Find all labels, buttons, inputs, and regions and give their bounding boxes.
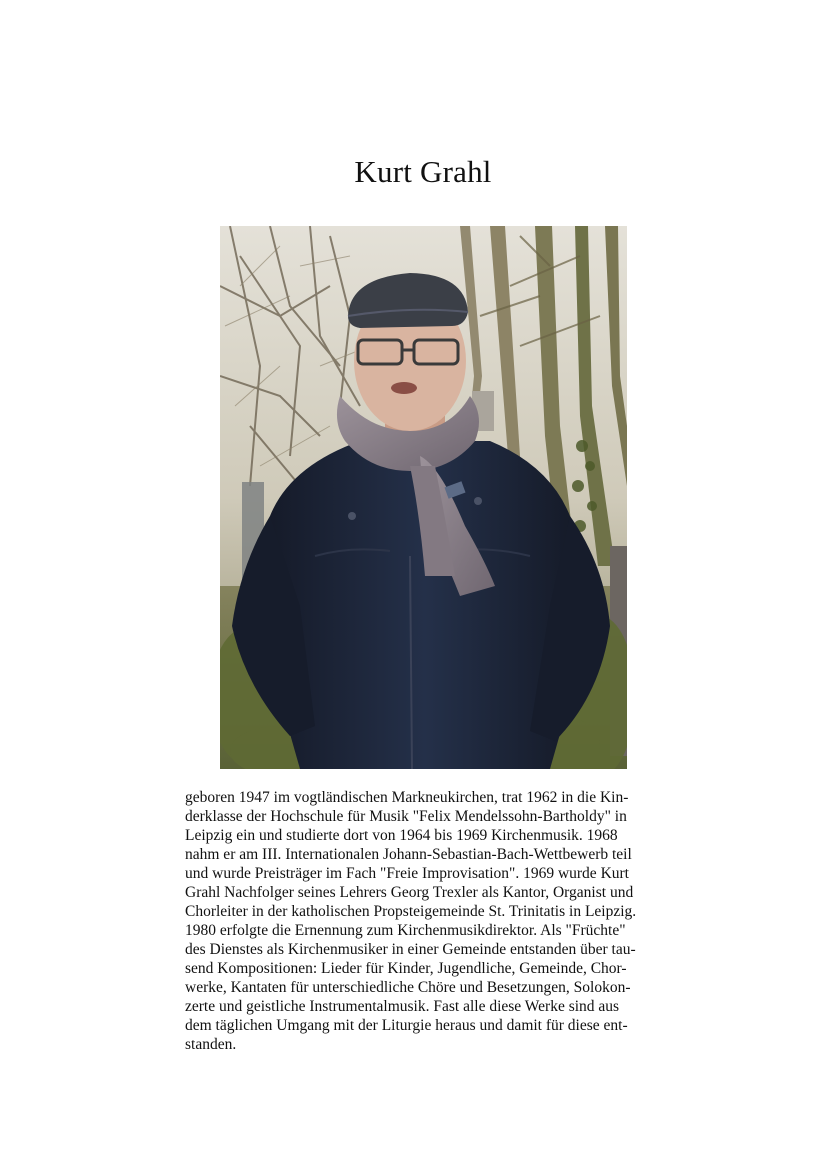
bio-line: Chorleiter in der katholischen Propsteigemeinde St. Trinitatis in Leipzig. <box>185 903 637 920</box>
bio-line: des Dienstes als Kirchenmusiker in einer Gemeinde entstanden über tau- <box>185 941 636 958</box>
bio-line: zerte und geistliche Instrumentalmusik. Fast alle diese Werke sind aus <box>185 998 620 1015</box>
bio-line: derklasse der Hochschule für Musik "Felix Mendelssohn-Bartholdy" in <box>185 808 627 825</box>
page-title: Kurt Grahl <box>354 154 492 189</box>
bio-line: standen. <box>185 1036 237 1053</box>
bio-line: werke, Kantaten für unterschiedliche Chöre und Besetzungen, Solokon- <box>185 979 631 996</box>
bio-line: send Kompositionen: Lieder für Kinder, Jugendliche, Gemeinde, Chor- <box>185 960 627 977</box>
portrait-photo <box>220 226 627 769</box>
bio-line: Grahl Nachfolger seines Lehrers Georg Trexler als Kantor, Organist und <box>185 884 634 901</box>
bio-line: 1980 erfolgte die Ernennung zum Kirchenmusikdirektor. Als "Früchte" <box>185 922 626 939</box>
biography-paragraph <box>185 788 655 1054</box>
portrait-illustration <box>220 226 627 769</box>
bio-line: Leipzig ein und studierte dort von 1964 bis 1969 Kirchenmusik. 1968 <box>185 827 618 844</box>
bio-line: geboren 1947 im vogtländischen Markneukirchen, trat 1962 in die Kin- <box>185 789 629 806</box>
bio-line: nahm er am III. Internationalen Johann-Sebastian-Bach-Wettbewerb teil <box>185 846 632 863</box>
bio-line: dem täglichen Umgang mit der Liturgie heraus und damit für diese ent- <box>185 1017 628 1034</box>
bio-line: und wurde Preisträger im Fach "Freie Improvisation". 1969 wurde Kurt <box>185 865 629 882</box>
